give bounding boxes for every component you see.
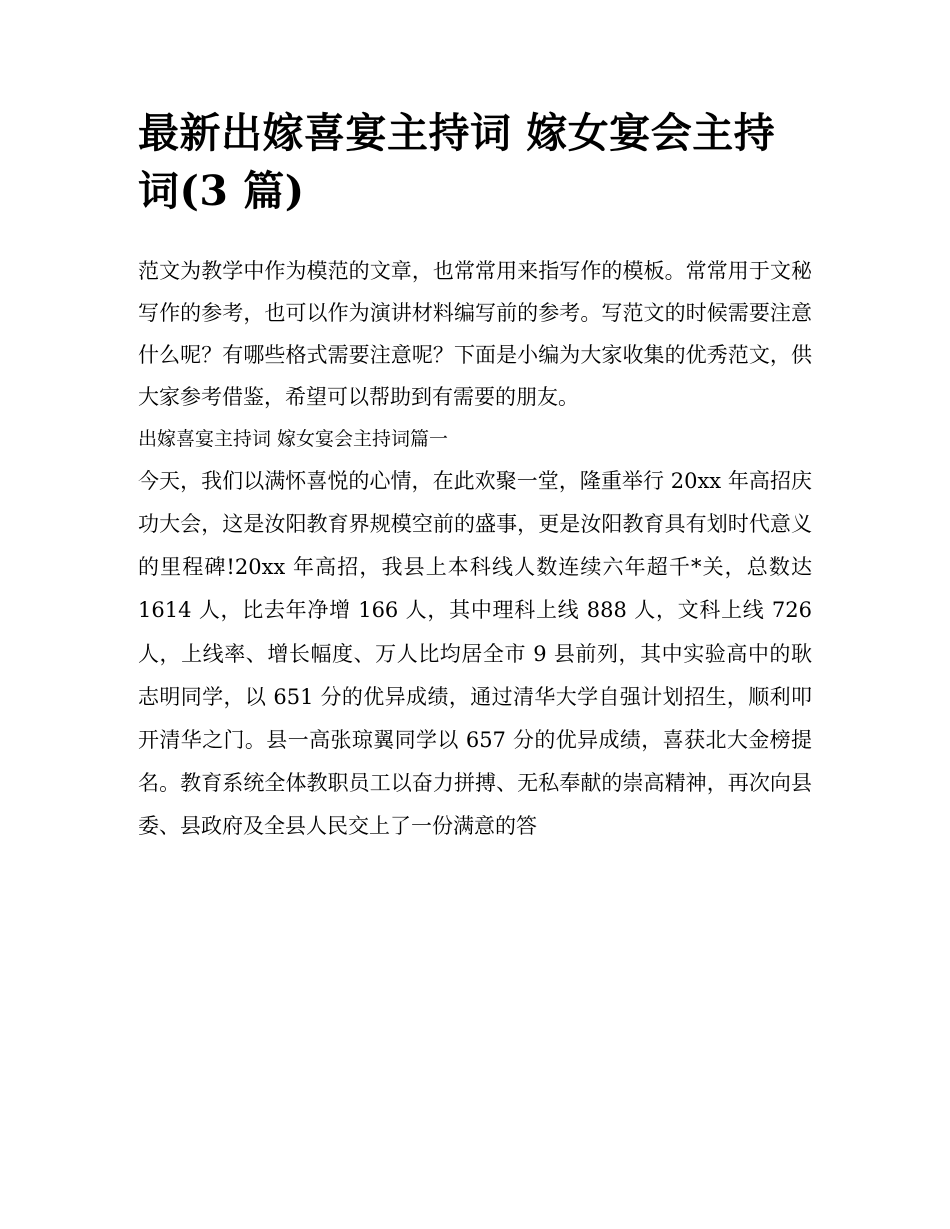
section-heading: 出嫁喜宴主持词 嫁女宴会主持词篇一 bbox=[138, 428, 449, 451]
body-paragraph: 今天，我们以满怀喜悦的心情，在此欢聚一堂，隆重举行 20xx 年高招庆功大会，这是汝阳教育界规模空前的盛事，更是汝阳教育具有划时代意义的里程碑!20xx 年高招，我县上本科线人数连续六年超千*关，总数达 1614 人，比去年净增 166 人，其中理科上线 888 人，文科上线 726 人，上线率、增长幅度、万人比均居全市 9 县前列，其中实验高中的耿志明同学，以 651 分的优异成绩，通过清华大学自强计划招生，顺利叩开清华之门。县一高张琼翼同学以 657 分的优异成绩，喜获北大金榜提名。教育系统全体教职员工以奋力拼搏、无私奉献的崇高精神，再次向县委、县政府及全县人民交上了一份满意的答 bbox=[138, 469, 812, 838]
intro-paragraph: 范文为教学中作为模范的文章，也常常用来指写作的模板。常常用于文秘写作的参考，也可以作为演讲材料编写前的参考。写范文的时候需要注意什么呢？有哪些格式需要注意呢？下面是小编为大家收集的优秀范文，供大家参考借鉴，希望可以帮助到有需要的朋友。 bbox=[138, 259, 812, 410]
page-title: 最新出嫁喜宴主持词 嫁女宴会主持词(3 篇) bbox=[138, 109, 776, 216]
